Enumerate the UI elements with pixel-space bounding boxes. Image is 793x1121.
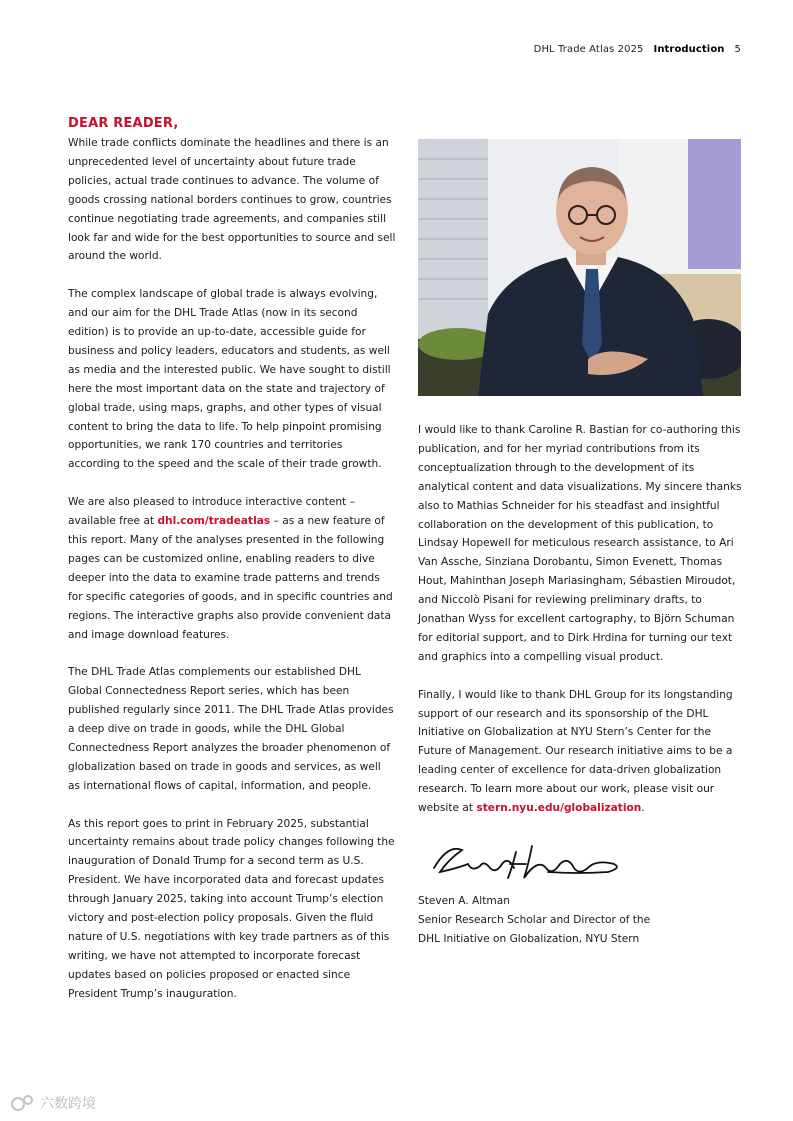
salutation: DEAR READER, [68, 116, 179, 131]
paragraph-3-text-b: – as a new feature of this report. Many of the analyses presented in the following pages can be customized online, enabling readers to dive deeper into the data to examine trade patterns and trends for specific categories of goods, and in specific countries and regions. The interactive graphs also provide convenient data and image download features. [68, 515, 393, 641]
paragraph-5: As this report goes to print in February 2025, substantial uncertainty remains about trade policy changes following the inauguration of Donald Trump for a second term as U.S. President. We have incorporated data and forecast updates through January 2025, taking into account Trump’s election victory and post-election policy proposals. Given the fluid nature of U.S. negotiations with key trade partners as of this writing, we have not attempted to incorporate forecast updates based on policies proposed or enacted since President Trump’s inauguration. [68, 817, 395, 1000]
paragraph-6: I would like to thank Caroline R. Bastian for co-authoring this publication, and for her myriad contributions from its conceptualization through to the development of its analytical content and data visualizations. My sincere thanks also to Mathias Schneider for his steadfast and insightful collaboration on the development of this publication, to Lindsay Hopewell for meticulous research assistance, to Ari Van Assche, Sinziana Dorobantu, Simon Evenett, Thomas Hout, Mahinthan Joseph Mariasingham, Sébastien Miroudot, and Niccolò Pisani for reviewing preliminary drafts, to Jonathan Wyss for excellent cartography, to Björn Schuman for editorial support, and to Dirk Hrdina for turning our text and graphics into a compelling visual product. [418, 424, 742, 663]
paragraph-2: The complex landscape of global trade is always evolving, and our aim for the DHL Trade Atlas (now in its second edition) is to provide an up-to-date, accessible guide for business and policy leaders, educators and students, as well as media and the interested public. We have sought to distill here the most important data on the state and trajectory of global trade, using maps, graphs, and other types of visual content to bring the data to life. To help pinpoint promising opportunities, we rank 170 countries and territories according to the speed and the scale of their trade growth. [68, 288, 391, 471]
publication-title: DHL Trade Atlas 2025 [533, 44, 644, 55]
stern-globalization-link[interactable]: stern.nyu.edu/globalization [476, 802, 642, 815]
signatory-title-2: DHL Initiative on Globalization, NYU Stern [418, 932, 640, 945]
author-portrait [418, 139, 741, 396]
tradeatlas-link[interactable]: dhl.com/tradeatlas [157, 515, 271, 528]
letter-left-column [68, 114, 396, 1023]
section-title: Introduction [653, 44, 725, 55]
paragraph-4: The DHL Trade Atlas complements our established DHL Global Connectedness Report series, which has been published regularly since 2011. The DHL Trade Atlas provides a deep dive on trade in goods, while the DHL Global Connectedness Report analyzes the broader phenomenon of globalization based on trade in goods and services, as well as international flows of capital, information, and people. [68, 666, 394, 792]
handwritten-signature [428, 838, 628, 886]
paragraph-7-text-b: . [641, 802, 645, 815]
watermark [10, 1093, 96, 1113]
paragraph-7 [418, 686, 748, 818]
paragraph-7-text-a: Finally, I would like to thank DHL Group for its longstanding support of our research and its sponsorship of the DHL Initiative on Globalization at NYU Stern’s Center for the Future of Management. Our research initiative aims to be a leading center of excellence for data-driven globalization research. To learn more about our work, please visit our website at [418, 688, 733, 815]
letter-right-column [418, 421, 748, 837]
watermark-text: 六数跨境 [40, 1096, 96, 1112]
signature-block [418, 892, 650, 949]
running-header [534, 44, 741, 55]
signatory-name: Steven A. Altman [418, 895, 510, 907]
paragraph-1: While trade conflicts dominate the headlines and there is an unprecedented level of uncertainty about future trade policies, actual trade continues to advance. The volume of goods crossing national borders continues to grow, countries continue negotiating trade agreements, and companies still look far and wide for the best opportunities to source and sell around the world. [68, 137, 396, 263]
paragraph-3 [68, 493, 396, 644]
signatory-title-1: Senior Research Scholar and Director of the [418, 913, 651, 926]
paragraph-3-text-a: We are also pleased to introduce interactive content – available free at [68, 496, 355, 528]
page-number: 5 [734, 44, 741, 55]
watermark-logo-icon [10, 1094, 36, 1112]
